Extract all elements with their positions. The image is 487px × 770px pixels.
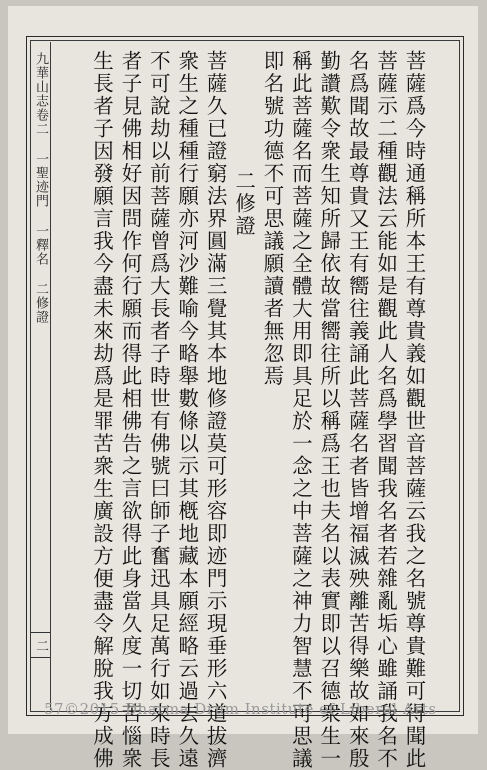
text-line: 菩薩爲今時通稱所本王有尊貴義如觀世音菩薩云我之名號尊貴難可得聞此	[402, 50, 426, 770]
text-line: 即名號功德不可思議願讀者無忽焉	[259, 50, 284, 388]
text-line: 菩薩久已證窮法界圓滿三覺其本地修證莫可形容即迹門示現垂形六道拔濟	[203, 50, 228, 770]
text-line: 不可說劫以前菩薩曾爲大長者子時世有佛號曰師子奮迅具足萬行如來時長	[146, 50, 171, 770]
text-line: 稱此菩薩名而菩薩之全體大用即具足於一念之中菩薩之神力智慧不可思議	[288, 50, 313, 770]
text-line: 勤讚歎令衆生知所歸依故當嚮往所以稱爲王也夫名以表實即以召德衆生一	[316, 50, 341, 770]
margin-column	[30, 42, 51, 710]
text-line: 生長者子因發願言我今盡未來劫爲是罪苦衆生廣設方便盡令解脫我方成佛	[89, 50, 114, 770]
text-line: 衆生之種種行願亦河沙難喻今略舉數條以示其槪地藏本願經略云過去久遠	[174, 50, 199, 770]
scanned-page	[8, 6, 478, 770]
text-line: 名爲聞故最尊貴又王有嚮往義誦此菩薩名者皆增福滅殃離苦得樂故如來殷	[345, 50, 370, 770]
running-head: 九華山志卷二 一聖迹門 一釋名 二修證	[33, 52, 48, 324]
section-heading: 二修證	[231, 170, 256, 238]
text-line: 者子見佛相好因問作何行願而得此相佛告之言欲得此身當久度一切苦惱衆	[117, 50, 142, 770]
folio-number: 二	[30, 632, 50, 658]
copyright-watermark: 57©2015 Dharma Drum Institute of Liberal Arts	[44, 700, 437, 718]
text-line: 菩薩示二種觀法云能如是觀此人名爲學習聞我名者若雜亂垢心雖誦我名不	[373, 50, 398, 770]
